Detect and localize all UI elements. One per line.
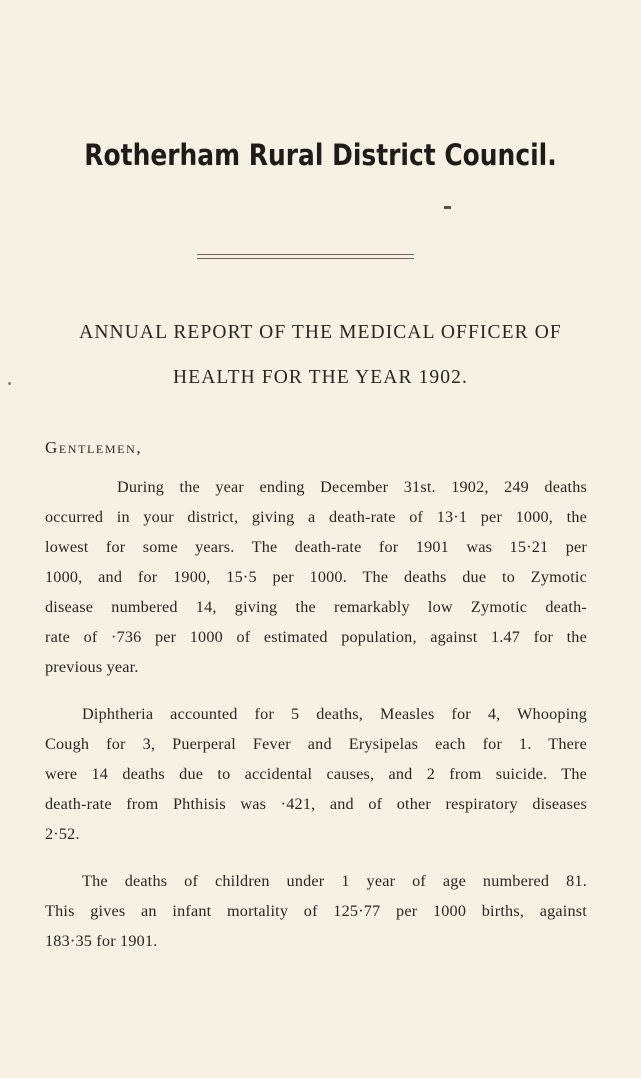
paragraph-line: were 14 deaths due to accidental causes, and 2 from suicide. The — [45, 765, 587, 783]
double-rule-top — [197, 254, 414, 255]
paragraph-line: lowest for some years. The death-rate for 1901 was 15·21 per — [45, 538, 587, 556]
paragraph-line: During the year ending December 31st. 1902, 249 deaths — [117, 478, 587, 496]
paragraph-line: rate of ·736 per 1000 of estimated population, against 1.47 for the — [45, 628, 587, 646]
paragraph-line: 1000, and for 1900, 15·5 per 1000. The deaths due to Zymotic — [45, 568, 587, 586]
double-rule-bottom — [197, 258, 414, 259]
paragraph-causes — [45, 699, 587, 849]
paragraph-line: This gives an infant mortality of 125·77 per 1000 births, against — [45, 902, 587, 920]
report-heading-line1: ANNUAL REPORT OF THE MEDICAL OFFICER OF — [79, 322, 562, 343]
report-heading-line2: HEALTH FOR THE YEAR 1902. — [173, 367, 468, 388]
council-title: Rotherham Rural District Council. — [84, 138, 557, 172]
ornament-dash — [444, 206, 451, 209]
paragraph-line: previous year. — [45, 658, 139, 676]
paragraph-line: 2·52. — [45, 825, 80, 843]
paragraph-line: occurred in your district, giving a death-rate of 13·1 per 1000, the — [45, 508, 587, 526]
paragraph-line: disease numbered 14, giving the remarkably low Zymotic death- — [45, 598, 587, 616]
paragraph-line: 183·35 for 1901. — [45, 932, 158, 950]
salutation: Gentlemen, — [45, 438, 143, 457]
paragraph-line: The deaths of children under 1 year of age numbered 81. — [82, 872, 587, 890]
paragraph-line: Cough for 3, Puerperal Fever and Erysipelas each for 1. There — [45, 735, 587, 753]
paragraph-infant-mortality — [45, 866, 587, 956]
paragraph-line: Diphtheria accounted for 5 deaths, Measles for 4, Whooping — [82, 705, 587, 723]
paragraph-deaths-summary — [45, 472, 587, 682]
paragraph-line: death-rate from Phthisis was ·421, and of other respiratory diseases — [45, 795, 587, 813]
